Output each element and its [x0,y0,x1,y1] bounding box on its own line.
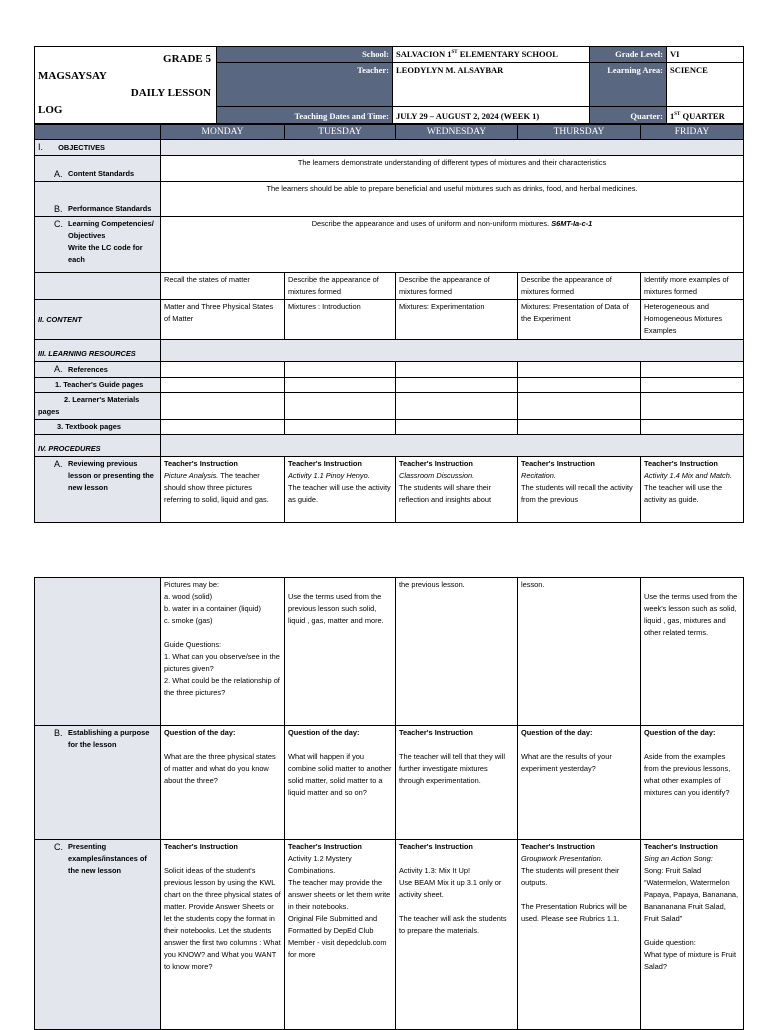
lesson-table-page-1 [34,124,744,523]
title-log: LOG [38,104,63,116]
header-table [34,46,744,124]
content-thursday: Mixtures: Presentation of Data of the Experiment [518,300,641,340]
title-cell [35,47,217,124]
learning-area-label: Learning Area: [590,62,667,106]
procedure-b-monday: Question of the day: What are the three physical states of matter and what do you know about the three? [161,726,285,840]
day-header-tuesday: TUESDAY [285,125,396,140]
procedure-c-friday: Teacher's Instruction Sing an Action Song: Song: Fruit Salad “Watermelon, Watermelon Papaya, Papaya, Bananana, Banananana Fruit Salad, Fruit Salad” Guide question: What type of mixture is Fruit Salad? [641,840,744,1030]
content-friday: Heterogeneous and Homogeneous Mixtures Examples [641,300,744,340]
objective-tuesday: Describe the appearance of mixtures formed [285,273,396,300]
dates-label: Teaching Dates and Time: [217,107,393,124]
procedure-a-cont-friday: Use the terms used from the week's lesson such as solid, liquid , gas, mixtures and other related terms. [641,578,744,726]
grade-level-value: VI [667,47,744,63]
procedure-a-cont-label [35,578,161,726]
procedure-b-thursday: Question of the day: What are the results of your experiment yesterday? [518,726,641,840]
procedure-c-tuesday: Teacher's Instruction Activity 1.2 Mystery Combinations. The teacher may provide the answer sheets or let them write in their notebooks. Original File Submitted and Formatted by DepEd Club Member - visit depedclub.com for more [285,840,396,1030]
resources-row [161,340,744,362]
title-school-name: MAGSAYSAY [38,70,107,82]
daily-objectives-label [35,273,161,300]
day-header-thursday: THURSDAY [518,125,641,140]
learners-materials-label: 2. Learner's Materials pages [35,393,161,420]
procedure-a-monday: Teacher's Instruction Picture Analysis. The teacher should show three pictures referring to solid, liquid and gas. [161,457,285,523]
procedures-label: IV. PROCEDURES [35,435,161,457]
lesson-table-page-2 [34,577,744,1030]
content-standards-label: A. Content Standards [35,156,161,182]
procedure-c-thursday: Teacher's Instruction Groupwork Presentation. The students will present their outputs. The Presentation Rubrics will be used. Please see Rubrics 1.1. [518,840,641,1030]
resources-label: III. LEARNING RESOURCES [35,340,161,362]
title-grade: GRADE 5 [163,53,211,65]
procedure-b-label: B. Establishing a purpose for the lesson [35,726,161,840]
procedure-a-tuesday: Teacher's Instruction Activity 1.1 Pinoy Henyo. The teacher will use the activity as guide. [285,457,396,523]
day-header-friday: FRIDAY [641,125,744,140]
objective-friday: Identify more examples of mixtures formed [641,273,744,300]
procedure-a-thursday: Teacher's Instruction Recitation. The students will recall the activity from the previous [518,457,641,523]
procedure-a-cont-thursday: lesson. [518,578,641,726]
procedure-c-monday: Teacher's Instruction Solicit ideas of the student's previous lesson by using the KWL chart on the three physical states of matter. Provide Answer Sheets or let the students copy the format in their notebooks. Let the students answer the first two columns : What you KNOW? and What you WANT to know more? [161,840,285,1030]
performance-standards-text: The learners should be able to prepare beneficial and useful mixtures such as drinks, food, and herbal medicines. [161,182,744,217]
procedure-a-cont-tuesday: Use the terms used from the previous lesson such solid, liquid , gas, matter and more. [285,578,396,726]
content-tuesday: Mixtures : Introduction [285,300,396,340]
procedure-a-cont-wednesday: the previous lesson. [396,578,518,726]
procedure-a-wednesday: Teacher's Instruction Classroom Discussion. The students will share their reflection and insights about [396,457,518,523]
procedure-b-tuesday: Question of the day: What will happen if you combine solid matter to another solid matter, solid matter to a liquid matter and so on? [285,726,396,840]
teachers-guide-label: 1. Teacher's Guide pages [35,378,161,393]
content-monday: Matter and Three Physical States of Matter [161,300,285,340]
quarter-value: 1ST QUARTER [667,107,744,124]
dates-value: JULY 29 – AUGUST 2, 2024 (WEEK 1) [393,107,590,124]
objective-thursday: Describe the appearance of mixtures formed [518,273,641,300]
competencies-label: C. Learning Competencies/ Objectives Write the LC code for each [35,217,161,273]
content-standards-text: The learners demonstrate understanding of different types of mixtures and their characteristics [161,156,744,182]
procedure-a-friday: Teacher's Instruction Activity 1.4 Mix and Match. The teacher will use the activity as guide. [641,457,744,523]
quarter-label: Quarter: [590,107,667,124]
procedure-c-wednesday: Teacher's Instruction Activity 1.3: Mix It Up! Use BEAM Mix it up 3.1 only or activity sheet. The teacher will ask the students to prepare the materials. [396,840,518,1030]
procedure-a-label: A. Reviewing previous lesson or presenting the new lesson [35,457,161,523]
procedures-row [161,435,744,457]
corner-header [35,125,161,140]
content-label: II. CONTENT [35,300,161,340]
procedure-a-cont-monday: Pictures may be: a. wood (solid) b. water in a container (liquid) c. smoke (gas) Guide Questions: 1. What can you observe/see in the pictures given? 2. What could be the relationship of the three pictures? [161,578,285,726]
objectives-label: I. OBJECTIVES [35,140,161,156]
school-value: SALVACION 1ST ELEMENTARY SCHOOL [393,47,590,63]
procedure-c-label: C. Presenting examples/instances of the new lesson [35,840,161,1030]
content-wednesday: Mixtures: Experimentation [396,300,518,340]
school-label: School: [217,47,393,63]
procedure-b-friday: Question of the day: Aside from the examples from the previous lessons, what other examples of mixtures can you identify? [641,726,744,840]
title-daily-lesson: DAILY LESSON [130,87,211,99]
competencies-text: Describe the appearance and uses of uniform and non-uniform mixtures. S6MT-Ia-c-1 [161,217,744,273]
objectives-row [161,140,744,156]
day-header-monday: MONDAY [161,125,285,140]
objective-monday: Recall the states of matter [161,273,285,300]
teacher-value: LEODYLYN M. ALSAYBAR [393,62,590,106]
references-label: A. References [35,362,161,378]
learning-area-value: SCIENCE [667,62,744,106]
day-header-wednesday: WEDNESDAY [396,125,518,140]
textbook-label: 3. Textbook pages [35,420,161,435]
grade-level-label: Grade Level: [590,47,667,63]
objective-wednesday: Describe the appearance of mixtures formed [396,273,518,300]
teacher-label: Teacher: [217,62,393,106]
procedure-b-wednesday: Teacher's Instruction The teacher will tell that they will further investigate mixtures through experimentation. [396,726,518,840]
performance-standards-label: B. Performance Standards [35,182,161,217]
